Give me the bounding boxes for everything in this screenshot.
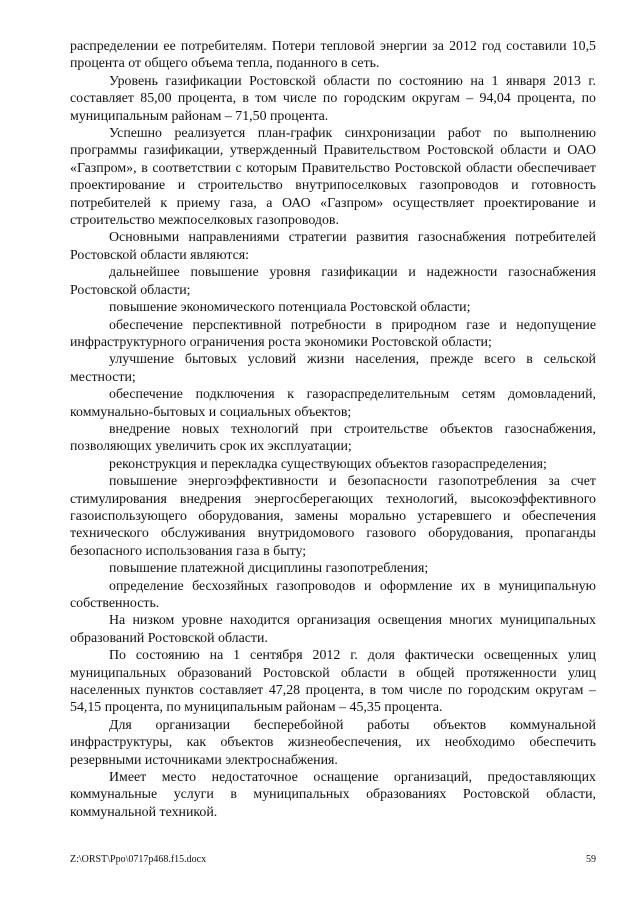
list-item: повышение экономического потенциала Ростовской области; (109, 300, 471, 316)
list-item: обеспечение перспективной потребности в природном газе и недопущение инфраструктурного ограничения роста экономики Ростовской области; (70, 317, 596, 350)
paragraph-equipment: Имеет место недостаточное оснащение организаций, предоставляющих коммунальные услуги в муниципальных образованиях Ростовской области, коммунальной техникой. (70, 770, 596, 820)
list-item: обеспечение подключения к газораспределительным сетям домовладений, коммунально-бытовых и социальных объектов; (70, 387, 596, 420)
footer-file-path: Z:\ORST\Ppo\0717p468.f15.docx (70, 854, 207, 865)
list-item: определение бесхозяйных газопроводов и оформление их в муниципальную собственность. (70, 578, 596, 611)
list-item: повышение энергоэффективности и безопасности газопотребления за счет стимулирования внедрения энергосберегающих технологий, высокоэффективного газоиспользующего оборудования, замены морально устаревшего и обеспечения технического обслуживания внутридомового газового оборудования, пропаганды безопасного использования газа в быту; (70, 474, 596, 559)
paragraph-lighting-stats: По состоянию на 1 сентября 2012 г. доля фактически освещенных улиц муниципальных образований Ростовской области в общей протяженности улиц населенных пунктов составляет 47,28 процента, в том числе по городским округам – 54,15 процента, по муниципальным районам – 45,35 процента. (70, 648, 596, 716)
list-item: дальнейшее повышение уровня газификации и надежности газоснабжения Ростовской области; (70, 265, 596, 298)
paragraph-lighting: На низком уровне находится организация освещения многих муниципальных образований Ростовской области. (70, 613, 596, 646)
paragraph-power-backup: Для организации бесперебойной работы объектов коммунальной инфраструктуры, как объектов жизнеобеспечения, их необходимо обеспечить резервными источниками электроснабжения. (70, 717, 596, 768)
document-body (70, 38, 596, 821)
paragraph-gazprom-schedule: Успешно реализуется план-график синхронизации работ по выполнению программы газификации, утвержденный Правительством Ростовской области и ОАО «Газпром», в соответствии с которым Правительство Ростовской области обеспечивает проектирование и строительство внутрипоселковых газопроводов и готовность потребителей к приему газа, а ОАО «Газпром» осуществляет проектирование и строительство межпоселковых газопроводов. (70, 126, 596, 229)
list-item: внедрение новых технологий при строительстве объектов газоснабжения, позволяющих увеличить срок их эксплуатации; (70, 421, 596, 455)
page-number: 59 (586, 854, 596, 865)
list-item: повышение платежной дисциплины газопотребления; (109, 561, 429, 577)
paragraph-strategy-intro: Основными направлениями стратегии развития газоснабжения потребителей Ростовской области являются: (70, 230, 596, 263)
list-item: улучшение бытовых условий жизни населения, прежде всего в сельской местности; (70, 352, 596, 385)
paragraph-continuation: распределении ее потребителям. Потери тепловой энергии за 2012 год составили 10,5 процента от общего объема тепла, поданного в сеть. (70, 39, 596, 72)
paragraph-gasification-level: Уровень газификации Ростовской области по состоянию на 1 января 2013 г. составляет 85,00 процента, в том числе по городским округам – 94,04 процента, по муниципальным районам – 71,50 процента. (70, 73, 596, 124)
list-item: реконструкция и перекладка существующих объектов газораспределения; (109, 456, 547, 472)
